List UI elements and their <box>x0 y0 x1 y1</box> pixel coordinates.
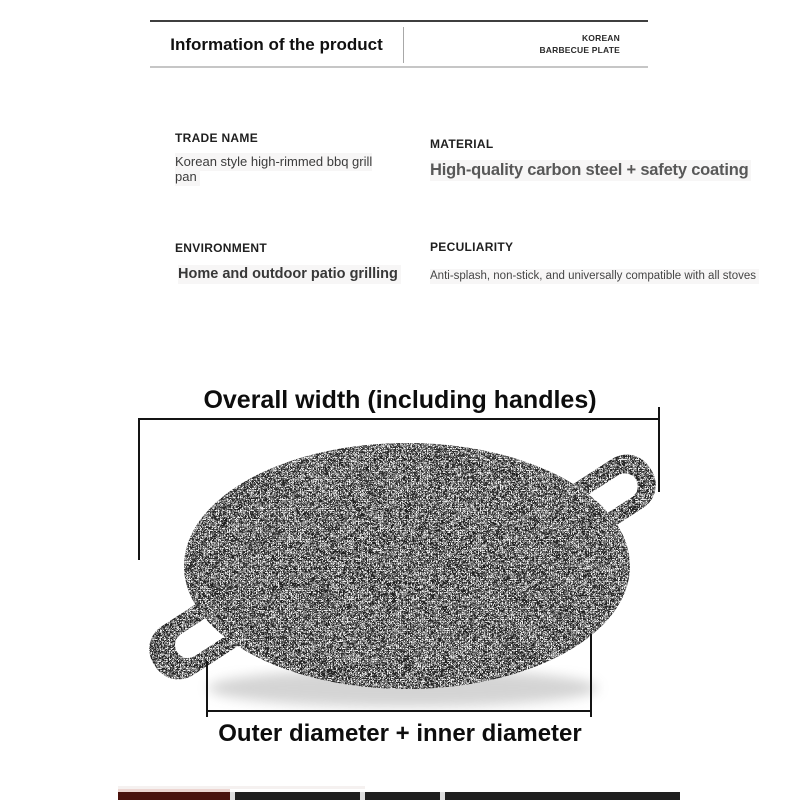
bottom-bar-dark-segment-2 <box>365 792 440 800</box>
spec-value-environment: Home and outdoor patio grilling <box>178 266 401 282</box>
spec-label-material: MATERIAL <box>430 137 494 151</box>
badge-line-1: KOREAN <box>581 33 620 43</box>
product-badge <box>403 32 620 56</box>
overall-width-right-tick <box>658 407 660 492</box>
outer-diameter-right-tick <box>590 634 592 717</box>
spec-label-environment: ENVIRONMENT <box>175 241 267 255</box>
header-bottom-rule <box>150 66 648 68</box>
overall-width-left-tick <box>138 418 140 560</box>
pan-center <box>365 541 449 585</box>
bottom-bar-dark-segment-1 <box>235 792 360 800</box>
overall-width-dimension-line <box>139 418 660 420</box>
pan-body-group <box>139 443 666 690</box>
product-photo <box>120 430 680 730</box>
spec-label-trade-name: TRADE NAME <box>175 131 258 145</box>
outer-diameter-dimension-line <box>207 710 592 712</box>
overall-width-caption: Overall width (including handles) <box>203 386 597 414</box>
spec-value-material: High-quality carbon steel + safety coating <box>430 161 790 180</box>
spec-label-peculiarity: PECULIARITY <box>430 240 514 254</box>
outer-diameter-caption: Outer diameter + inner diameter <box>218 720 582 747</box>
header-top-rule <box>150 20 648 22</box>
spec-value-trade-name: Korean style high-rimmed bbq grill pan <box>175 154 373 184</box>
outer-diameter-left-tick <box>206 661 208 717</box>
badge-line-2: BARBECUE PLATE <box>539 45 620 55</box>
bottom-banner-bar <box>118 792 680 800</box>
page-title: Information of the product <box>170 35 383 54</box>
bottom-bar-red-segment <box>118 792 230 800</box>
bottom-bar-dark-segment-3 <box>445 792 680 800</box>
spec-value-peculiarity: Anti-splash, non-stick, and universally compatible with all stoves <box>430 270 785 282</box>
